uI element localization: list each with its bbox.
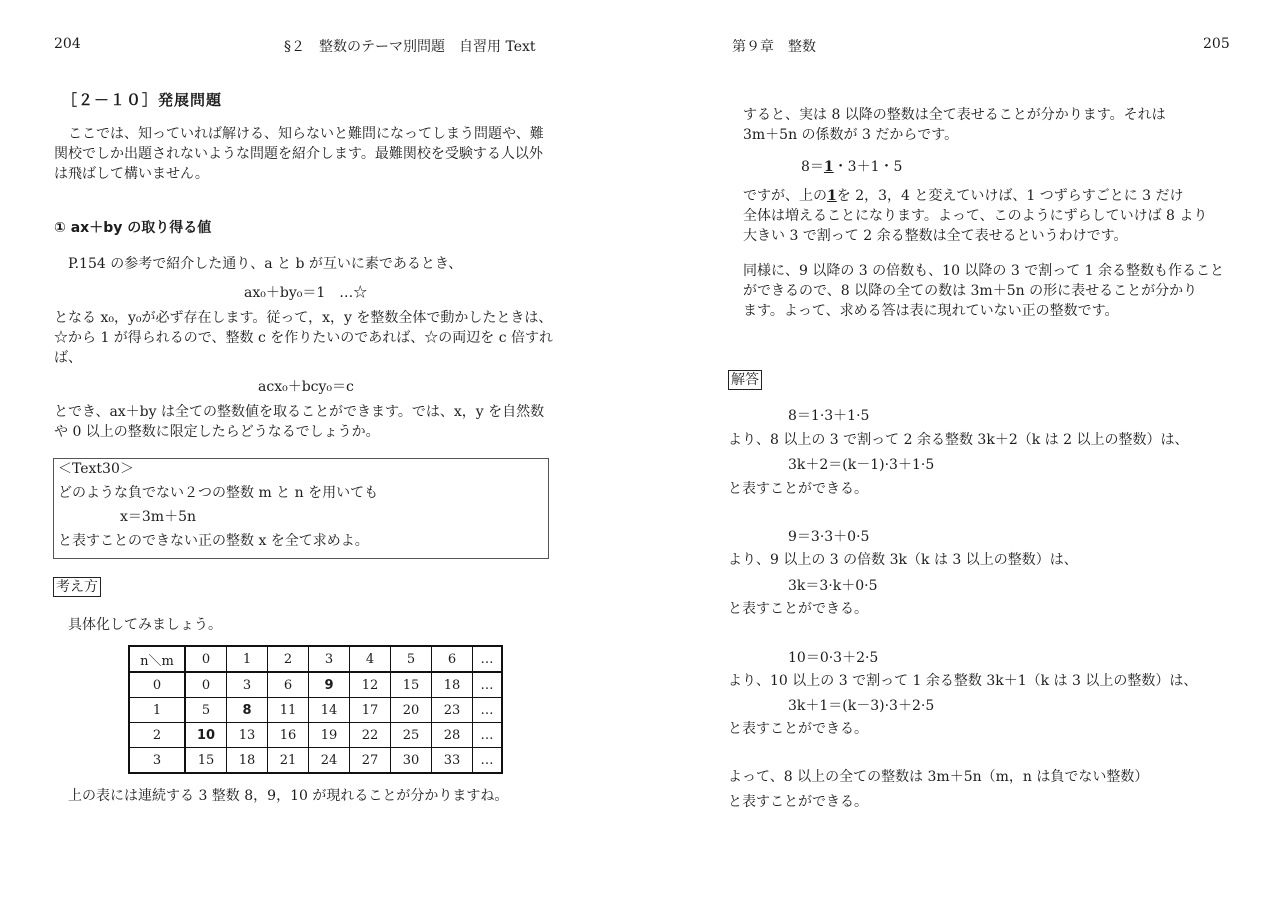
- table-col-header: 2: [268, 646, 309, 672]
- problem-line-3: と表すことのできない正の整数 x を全て求めよ。: [58, 533, 369, 549]
- table-cell: 28: [432, 723, 473, 748]
- table-cell: 21: [268, 748, 309, 774]
- table-cell: 18: [432, 672, 473, 698]
- table-row-header: 2: [129, 723, 185, 748]
- table-col-header: 5: [391, 646, 432, 672]
- table-cell: 18: [227, 748, 268, 774]
- table-cell-highlight: 9: [309, 672, 350, 698]
- equation-1: ax₀＋by₀＝1 …☆: [244, 285, 368, 301]
- paragraph-r2-line3: 大きい 3 で割って 2 余る整数は全て表せるというわけです。: [743, 228, 1128, 244]
- problem-equation: x＝3m＋5n: [120, 509, 197, 525]
- table-cell: 30: [391, 748, 432, 774]
- answer-1-line: より、8 以上の 3 で割って 2 余る整数 3k＋2（k は 2 以上の整数）は、: [728, 432, 1189, 448]
- table-cell: 20: [391, 698, 432, 723]
- paragraph-r2-line2: 全体は増えることになります。よって、このようにずらしていけば 8 より: [743, 208, 1208, 224]
- table-header-row: [129, 646, 502, 672]
- paragraph-3: とでき、ax＋by は全ての整数値を取ることができます。では、x，y を自然数や 0 以上の整数に限定したらどうなるでしょうか。: [54, 404, 545, 440]
- paragraph-2: となる x₀，y₀が必ず存在します。従って，x，y を整数全体で動かしたときは、☆から 1 が得られるので、整数 c を作りたいのであれば、☆の両辺を c 倍すれば、: [54, 310, 554, 366]
- table-row-header: 1: [129, 698, 185, 723]
- answer-1-equation-2: 3k＋2＝(k－1)·3＋1·5: [788, 457, 935, 473]
- final-line-2: と表すことができる。: [728, 794, 868, 810]
- table-cell: 0: [185, 672, 227, 698]
- table-col-header: 0: [185, 646, 227, 672]
- equation-r1-left: 8＝: [801, 159, 824, 175]
- table-cell: …: [473, 748, 503, 774]
- table-cell: …: [473, 723, 503, 748]
- table-cell: 12: [350, 672, 391, 698]
- answer-3-line: より、10 以上の 3 で割って 1 余る整数 3k＋1（k は 3 以上の整数）は、: [728, 673, 1198, 689]
- paragraph-r1-line1: すると、実は 8 以降の整数は全て表せることが分かります。それは: [743, 107, 1166, 123]
- hint-label: 考え方: [53, 577, 101, 597]
- table-cell: 11: [268, 698, 309, 723]
- equation-r1-underlined: 1: [823, 159, 834, 175]
- running-header-right: 第９章 整数: [732, 39, 816, 55]
- table-cell: …: [473, 672, 503, 698]
- paragraph-r2-underlined: 1: [827, 188, 837, 204]
- paragraph-r3-line1: 同様に、9 以降の 3 の倍数も、10 以降の 3 で割って 1 余る整数も作ること: [743, 263, 1225, 279]
- hint-text: 具体化してみましょう。: [68, 617, 222, 633]
- problem-label: ＜Text30＞: [58, 461, 134, 477]
- table-col-header: …: [473, 646, 503, 672]
- answer-1-equation: 8＝1·3＋1·5: [788, 408, 870, 424]
- running-header-left: §２ 整数のテーマ別問題 自習用 Text: [284, 39, 536, 55]
- table-cell: 5: [185, 698, 227, 723]
- final-line-1: よって、8 以上の全ての整数は 3m＋5n（m，n は負でない整数）: [728, 769, 1149, 785]
- paragraph-r2-post: を 2，3，4 と変えていけば、1 つずらすごとに 3 だけ: [836, 188, 1184, 204]
- table-row: [129, 672, 502, 698]
- table-cell: …: [473, 698, 503, 723]
- table-cell: 23: [432, 698, 473, 723]
- equation-r1-right: ・3＋1・5: [833, 159, 903, 175]
- right-page: [640, 0, 1280, 904]
- table-cell-highlight: 10: [185, 723, 227, 748]
- table-cell: 24: [309, 748, 350, 774]
- table-cell: 14: [309, 698, 350, 723]
- page-number-right: 205: [1203, 36, 1230, 52]
- value-table: [128, 645, 503, 774]
- table-cell: 19: [309, 723, 350, 748]
- table-conclusion: 上の表には連続する 3 整数 8，9，10 が現れることが分かりますね。: [68, 788, 509, 804]
- table-corner: n＼m: [129, 646, 185, 672]
- table-cell: 22: [350, 723, 391, 748]
- subsection-title: ① ax＋by の取り得る値: [54, 220, 212, 236]
- table-cell: 15: [391, 672, 432, 698]
- answer-3-end: と表すことができる。: [728, 721, 868, 737]
- table-cell: 6: [268, 672, 309, 698]
- table-cell: 25: [391, 723, 432, 748]
- answer-3-equation: 10＝0·3＋2·5: [788, 650, 879, 666]
- table-cell: 33: [432, 748, 473, 774]
- table-cell: 16: [268, 723, 309, 748]
- table-row: [129, 723, 502, 748]
- paragraph-r1-line2: 3m＋5n の係数が 3 だからです。: [743, 127, 959, 143]
- table-col-header: 6: [432, 646, 473, 672]
- table-cell-highlight: 8: [227, 698, 268, 723]
- table-col-header: 3: [309, 646, 350, 672]
- table-row-header: 3: [129, 748, 185, 774]
- table-row: [129, 748, 502, 774]
- answer-2-equation-2: 3k＝3·k＋0·5: [788, 578, 878, 594]
- table-cell: 3: [227, 672, 268, 698]
- paragraph-r3-line2: ができるので、8 以降の全ての数は 3m＋5n の形に表せることが分かり: [743, 283, 1198, 299]
- table-row: [129, 698, 502, 723]
- answer-1-end: と表すことができる。: [728, 481, 868, 497]
- answer-3-equation-2: 3k＋1＝(k－3)·3＋2·5: [788, 698, 935, 714]
- paragraph-r2-pre: ですが、上の: [743, 188, 827, 204]
- section-title: ［２－１０］発展問題: [62, 91, 223, 109]
- paragraph-r2-line1: [743, 186, 1184, 206]
- paragraph-1: P.154 の参考で紹介した通り、a と b が互いに素であるとき、: [68, 256, 463, 272]
- intro-paragraph: ここでは、知っていれば解ける、知らないと難問になってしまう問題や、難関校でしか出題されないような問題を紹介します。最難関校を受験する人以外は飛ばして構いません。: [54, 126, 544, 182]
- table-cell: 13: [227, 723, 268, 748]
- answer-2-end: と表すことができる。: [728, 601, 868, 617]
- table-cell: 17: [350, 698, 391, 723]
- table-row-header: 0: [129, 672, 185, 698]
- answer-label: 解答: [728, 370, 762, 390]
- table-col-header: 4: [350, 646, 391, 672]
- answer-2-equation: 9＝3·3＋0·5: [788, 529, 870, 545]
- problem-line-1: どのような負でない２つの整数 m と n を用いても: [58, 485, 379, 501]
- page-number-left: 204: [54, 36, 81, 52]
- table-col-header: 1: [227, 646, 268, 672]
- paragraph-r3-line3: ます。よって、求める答は表に現れていない正の整数です。: [743, 303, 1119, 319]
- equation-r1: [801, 156, 902, 176]
- table-cell: 27: [350, 748, 391, 774]
- answer-2-line: より、9 以上の 3 の倍数 3k（k は 3 以上の整数）は、: [728, 552, 1078, 568]
- table-cell: 15: [185, 748, 227, 774]
- equation-2: acx₀＋bcy₀＝c: [258, 379, 354, 395]
